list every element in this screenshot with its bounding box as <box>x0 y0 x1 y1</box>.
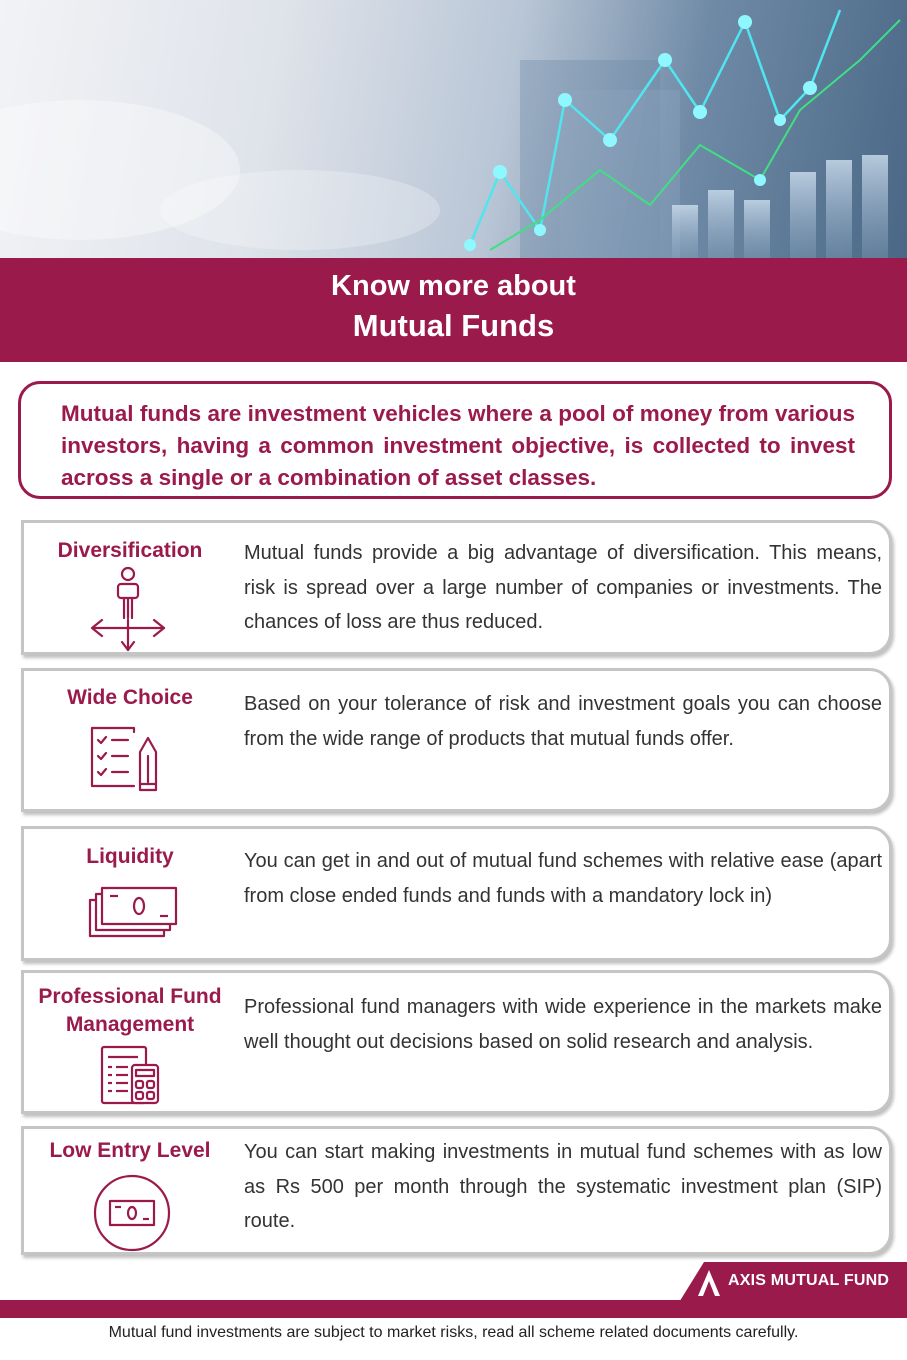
banknote-circle-icon <box>92 1173 172 1253</box>
feature-title: Liquidity <box>86 845 174 868</box>
brand-name: AXIS MUTUAL FUND <box>728 1272 890 1289</box>
feature-title: Diversification <box>57 539 203 562</box>
feature-title: Professional Fund Management <box>38 985 222 1036</box>
feature-text: Professional fund managers with wide experience in the markets make well thought out decisions based on solid research and analysis. <box>244 996 882 1053</box>
person-arrows-icon <box>88 566 168 652</box>
page-title-line1: Know more about <box>331 270 576 302</box>
feature-text: You can get in and out of mutual fund schemes with relative ease (apart from close ended funds and funds with a mandatory lock in) <box>244 850 882 907</box>
axis-logo-icon <box>696 1268 722 1298</box>
footer-band <box>0 1300 907 1318</box>
page-title-line2: Mutual Funds <box>352 308 555 343</box>
feature-text: Mutual funds provide a big advantage of diversification. This means, risk is spread over a large number of companies or investments. The chances of loss are thus reduced. <box>244 542 882 633</box>
intro-box <box>18 381 892 499</box>
checklist-pencil-icon <box>88 726 160 794</box>
title-banner <box>0 258 907 362</box>
feature-card-wide-choice <box>21 668 892 812</box>
feature-card-diversification <box>21 520 892 655</box>
document-calculator-icon <box>98 1043 162 1107</box>
cash-stack-icon <box>86 884 178 940</box>
feature-text: Based on your tolerance of risk and investment goals you can choose from the wide range of products that mutual funds offer. <box>244 693 882 750</box>
disclaimer-text: Mutual fund investments are subject to market risks, read all scheme related documents carefully. <box>108 1324 799 1341</box>
stock-chart-graphic <box>0 0 907 258</box>
feature-title: Wide Choice <box>67 686 193 709</box>
feature-text: You can start making investments in mutual fund schemes with as low as Rs 500 per month through the systematic investment plan (SIP) route. <box>244 1141 882 1232</box>
feature-title: Low Entry Level <box>49 1139 211 1162</box>
intro-text: Mutual funds are investment vehicles where a pool of money from various investors, having a common investment objective, is collected to invest across a single or a combination of asset classes. <box>61 401 855 490</box>
hero-image <box>0 0 907 258</box>
feature-card-professional-fund-management <box>21 970 892 1114</box>
feature-card-low-entry-level <box>21 1126 892 1255</box>
feature-card-liquidity <box>21 826 892 961</box>
